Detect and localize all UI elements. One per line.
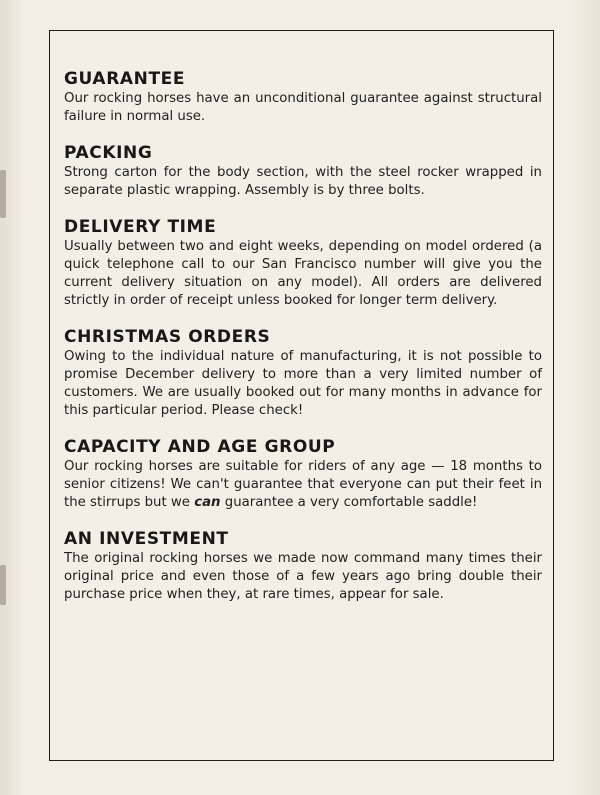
section-capacity-age-group	[64, 437, 542, 512]
section-heading: DELIVERY TIME	[64, 217, 217, 237]
section-body: Our rocking horses have an unconditional guarantee against structural failure in normal use.	[64, 91, 542, 124]
page-border-frame	[49, 30, 554, 761]
section-packing	[64, 143, 542, 200]
section-christmas-orders	[64, 327, 542, 420]
section-body: The original rocking horses we made now command many times their original price and even those of a few years ago bring double their purchase price when they, at rare times, appear for sale.	[64, 551, 542, 602]
body-text: guarantee a very comfortable saddle!	[220, 495, 478, 510]
section-body	[64, 458, 542, 512]
page-content	[64, 69, 542, 604]
emphasis-text: can	[194, 495, 221, 510]
section-heading: CHRISTMAS ORDERS	[64, 327, 271, 347]
binding-mark	[0, 565, 6, 605]
section-investment	[64, 529, 542, 604]
section-body: Owing to the individual nature of manufacturing, it is not possible to promise December delivery to more than a very limited number of customers. We are usually booked out for many months in advance for this particular period. Please check!	[64, 349, 542, 418]
section-body: Usually between two and eight weeks, depending on model ordered (a quick telephone call to our San Francisco number will give you the current delivery situation on any model). All orders are delivered strictly in order of receipt unless booked for longer term delivery.	[64, 239, 542, 308]
binding-mark	[0, 170, 6, 218]
section-heading: PACKING	[64, 143, 153, 163]
section-heading: CAPACITY AND AGE GROUP	[64, 437, 336, 457]
section-body: Strong carton for the body section, with the steel rocker wrapped in separate plastic wrapping. Assembly is by three bolts.	[64, 165, 542, 198]
section-guarantee	[64, 69, 542, 126]
section-delivery-time	[64, 217, 542, 310]
body-text: Our rocking horses are suitable for riders of any age — 18 months to senior citizens! We can't guarantee that everyone can put their feet in the stirrups but we	[64, 459, 542, 510]
section-heading: AN INVESTMENT	[64, 529, 229, 549]
section-heading: GUARANTEE	[64, 69, 186, 89]
